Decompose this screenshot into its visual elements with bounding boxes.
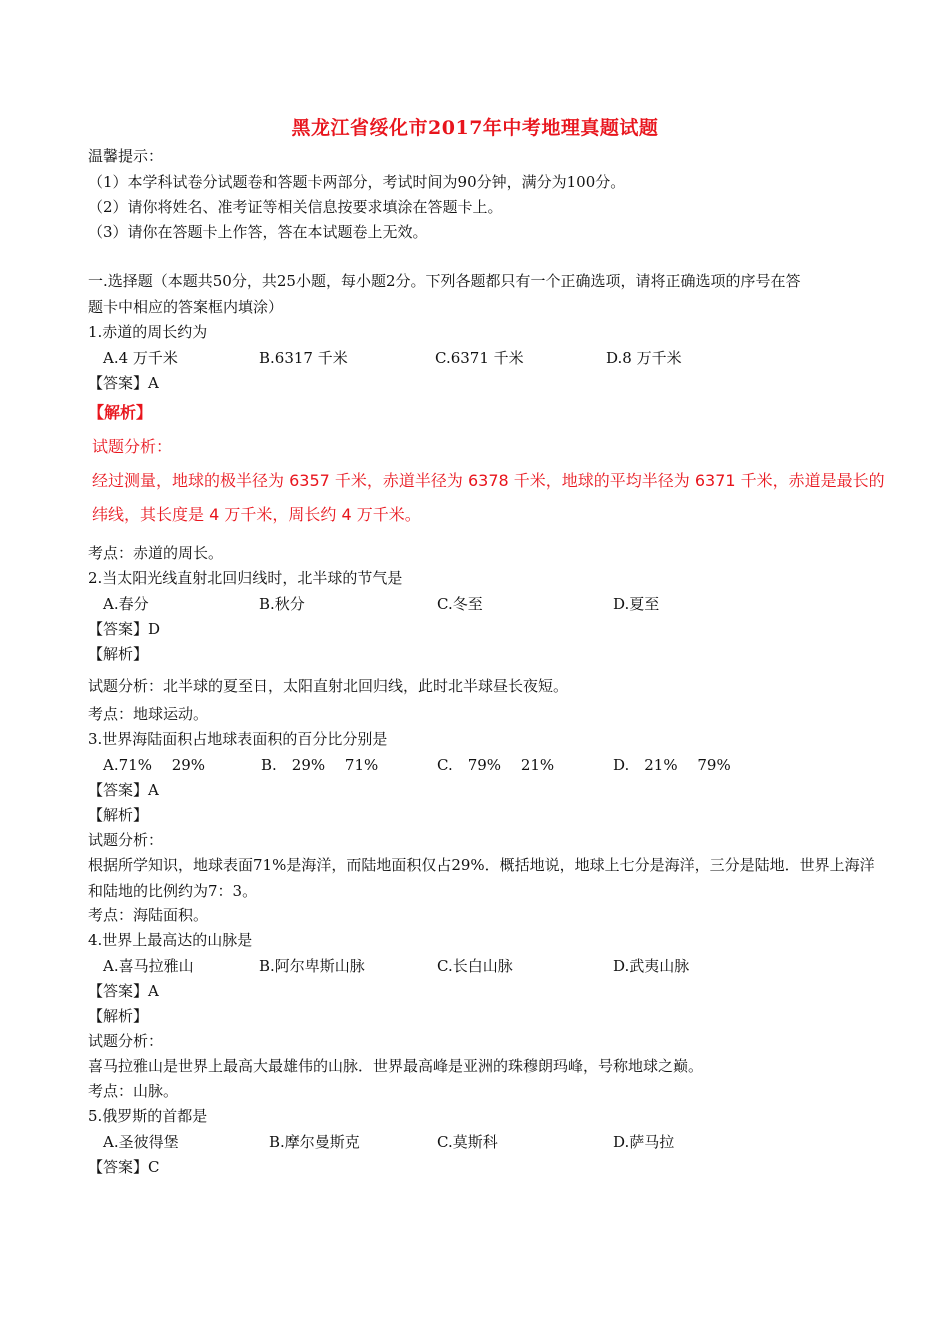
knowledge-point: 考点：地球运动。 [88,705,209,723]
analysis-heading: 试题分析： [92,437,173,456]
option-a: A.4 万千米 [103,349,178,367]
option-b: B.摩尔曼斯克 [269,1133,360,1151]
option-d: D.8 万千米 [606,349,682,367]
option-c: C. 79% 21% [437,756,555,774]
answer: 【答案】D [88,620,161,638]
option-a: A.71% 29% [103,756,206,774]
analysis-heading: 试题分析： [88,831,164,849]
answer: 【答案】A [88,781,159,799]
question-stem: 3.世界海陆面积占地球表面积的百分比分别是 [88,730,388,748]
section-header-line-1: 一.选择题（本题共50分，共25小题，每小题2分。下列各题都只有一个正确选项，请将正确选项的序号在答 [88,272,801,290]
analysis-label: 【解析】 [88,806,149,824]
option-b: B.阿尔卑斯山脉 [259,957,365,975]
option-c: C.长白山脉 [437,957,513,975]
option-d: D.夏至 [613,595,660,613]
analysis-label: 【解析】 [88,403,153,422]
analysis-text: 喜马拉雅山是世界上最高大最雄伟的山脉．世界最高峰是亚洲的珠穆朗玛峰，号称地球之巅。 [88,1057,704,1075]
analysis-heading: 试题分析： [88,1032,164,1050]
option-d: D. 21% 79% [613,756,731,774]
knowledge-point: 考点：山脉。 [88,1082,179,1100]
notice-item: （2）请你将姓名、准考证等相关信息按要求填涂在答题卡上。 [88,198,503,216]
page-title: 黑龙江省绥化市2017年中考地理真题试题 [291,117,659,139]
option-d: D.武夷山脉 [613,957,690,975]
answer: 【答案】A [88,982,159,1000]
notice-item: （3）请你在答题卡上作答，答在本试题卷上无效。 [88,223,428,241]
question-stem: 4.世界上最高达的山脉是 [88,931,253,949]
analysis-label: 【解析】 [88,1007,149,1025]
option-b: B.6317 千米 [259,349,348,367]
analysis-text: 试题分析：北半球的夏至日，太阳直射北回归线，此时北半球昼长夜短。 [88,677,569,695]
option-b: B.秋分 [259,595,305,613]
analysis-label: 【解析】 [88,645,149,663]
knowledge-point: 考点：海陆面积。 [88,906,209,924]
notice-heading: 温馨提示： [88,147,164,165]
option-c: C.冬至 [437,595,483,613]
question-stem: 5.俄罗斯的首都是 [88,1107,208,1125]
option-c: C.6371 千米 [435,349,524,367]
analysis-text: 经过测量，地球的极半径为 6357 千米，赤道半径为 6378 千米，地球的平均半径为 6371 千米，赤道是最长的纬线，其长度是 4 万千米，周长约 4 万千米。 [92,471,885,524]
answer: 【答案】A [88,374,159,392]
option-b: B. 29% 71% [261,756,379,774]
notice-item: （1）本学科试卷分试题卷和答题卡两部分，考试时间为90分钟，满分为100分。 [88,173,626,191]
question-stem: 1.赤道的周长约为 [88,323,208,341]
analysis-text: 根据所学知识，地球表面71%是海洋，而陆地面积仅占29%．概括地说，地球上七分是海洋，三分是陆地．世界上海洋和陆地的比例约为7：3。 [88,856,875,900]
option-d: D.萨马拉 [613,1133,675,1151]
option-a: A.喜马拉雅山 [103,957,194,975]
section-header-line-2: 题卡中相应的答案框内填涂） [88,298,284,316]
option-a: A.圣彼得堡 [103,1133,179,1151]
option-c: C.莫斯科 [437,1133,498,1151]
answer: 【答案】C [88,1158,160,1176]
question-stem: 2.当太阳光线直射北回归线时，北半球的节气是 [88,569,403,587]
option-a: A.春分 [103,595,149,613]
knowledge-point: 考点：赤道的周长。 [88,544,224,562]
